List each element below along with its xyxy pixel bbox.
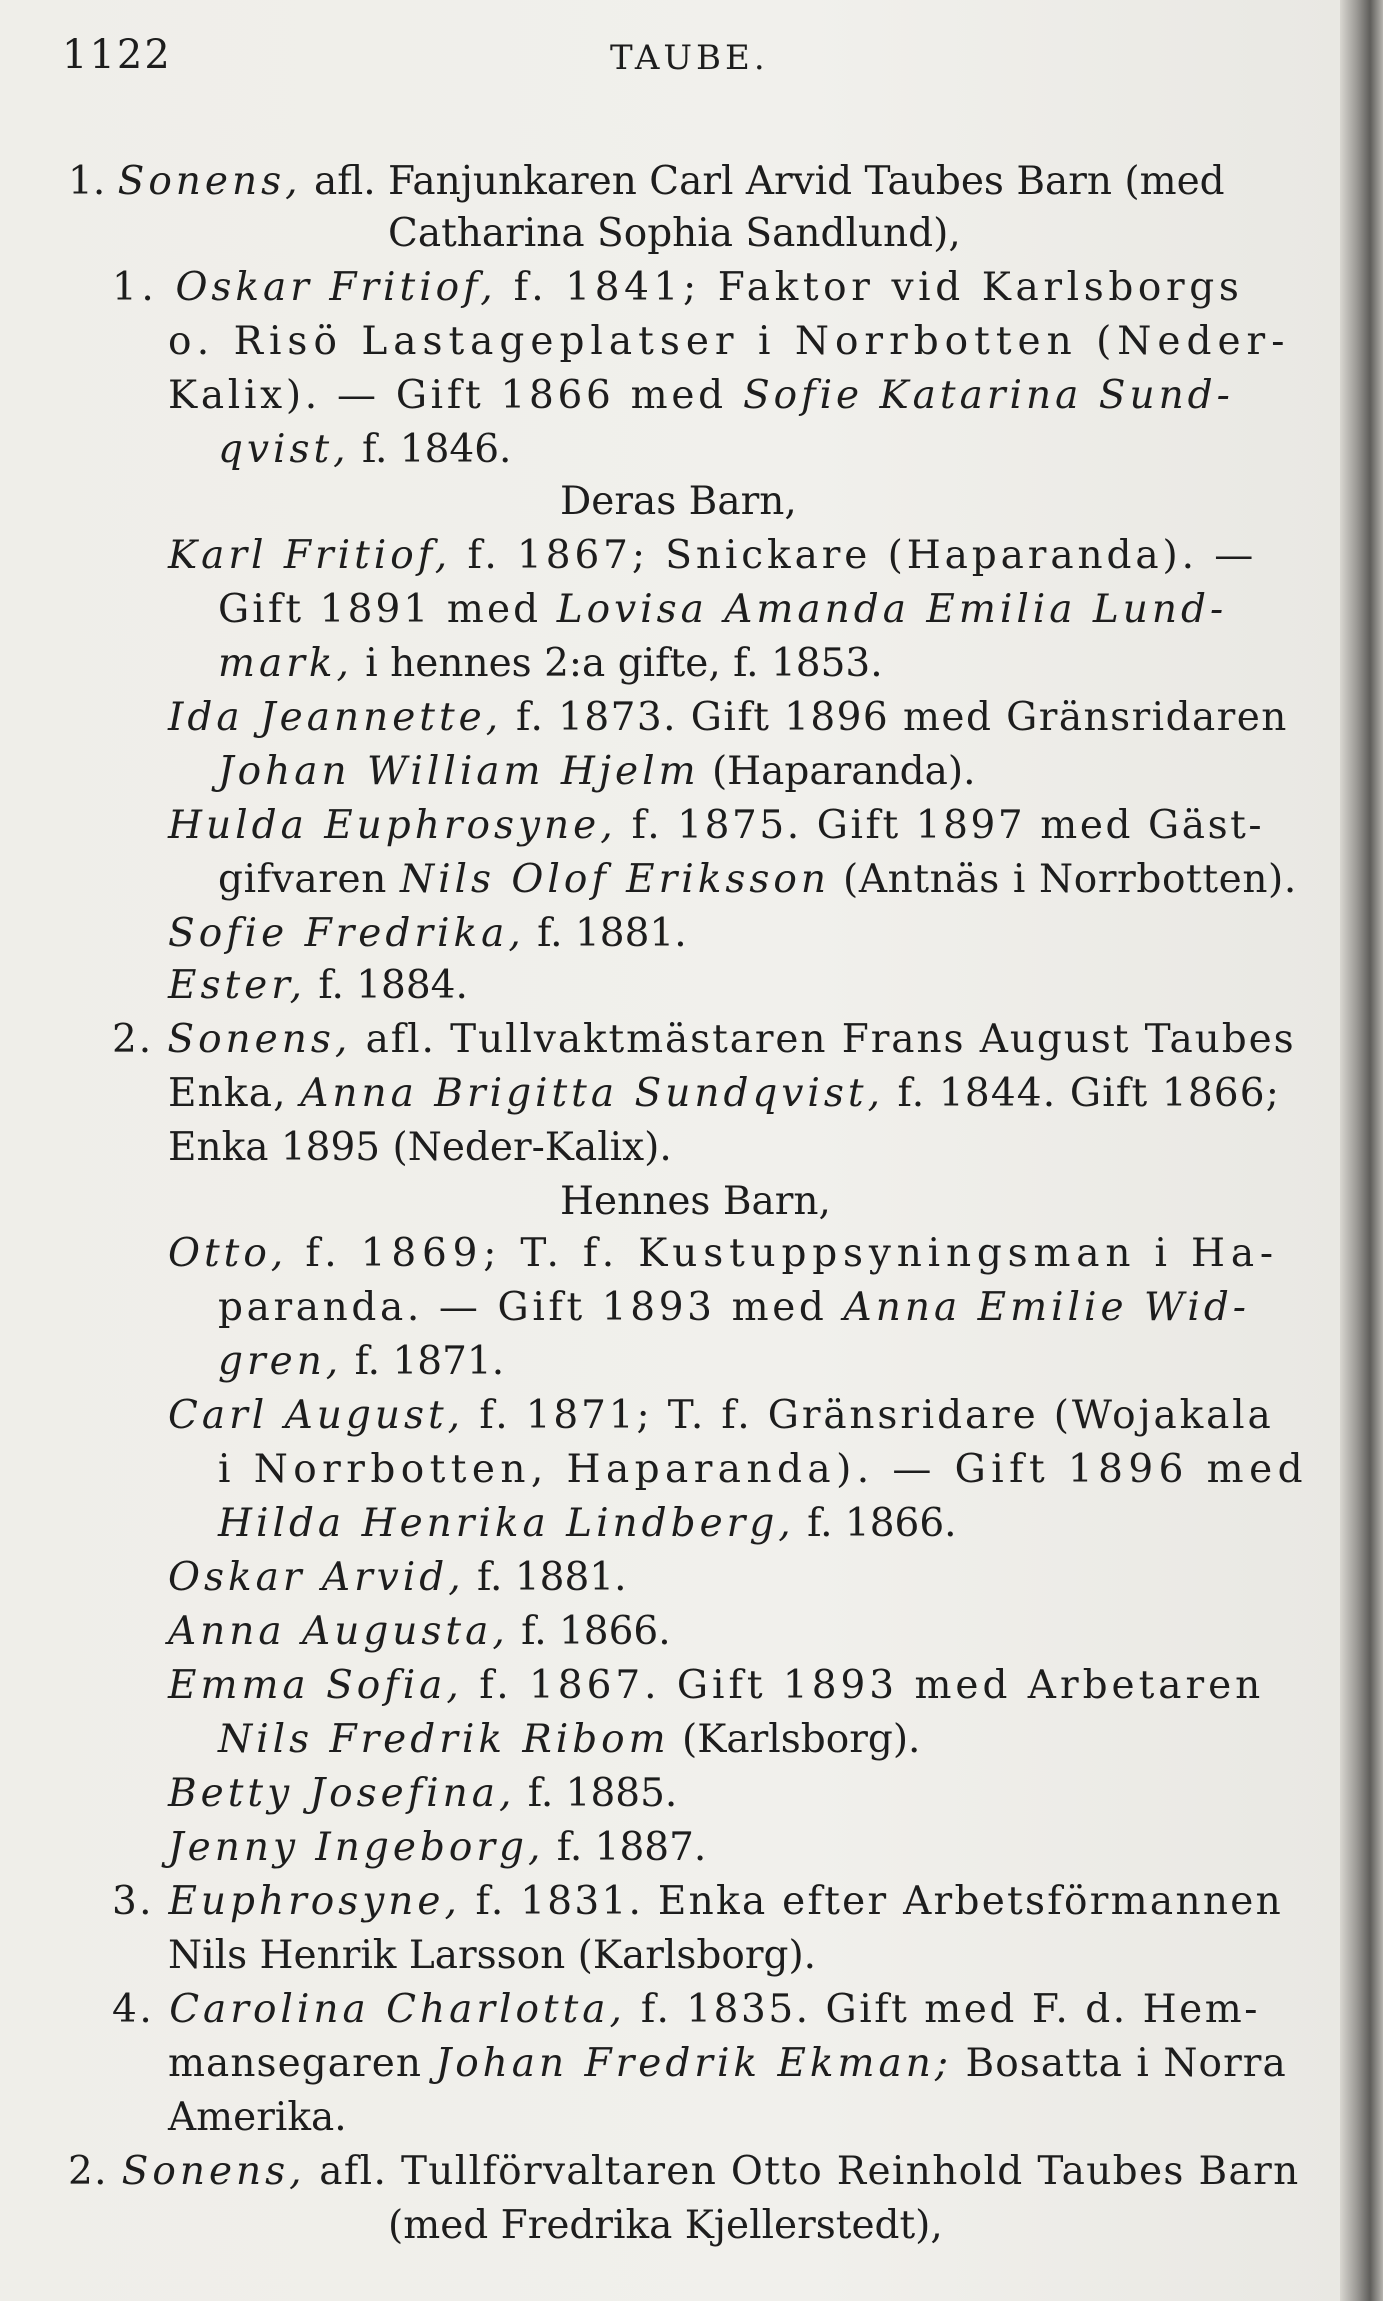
line-t: (Karlsborg).	[669, 1717, 921, 1762]
line-t: afl. Fanjunkaren Carl Arvid Taubes Barn (med	[301, 159, 1225, 204]
line-n: 1.	[112, 265, 176, 310]
line-it: Nils Fredrik Ribom	[218, 1717, 670, 1762]
line-t: Catharina Sophia Sandlund),	[388, 211, 961, 256]
line-t: i hennes 2:a gifte, f. 1853.	[352, 641, 883, 686]
line-t: f. 1881.	[464, 1555, 627, 1600]
line-t: f. 1831. Enka efter Arbetsförmannen	[460, 1879, 1283, 1924]
line-t: f. 1871.	[342, 1339, 505, 1384]
line-it: gren,	[218, 1339, 343, 1384]
text-line	[560, 1180, 831, 1224]
line-n: 2.	[112, 1017, 168, 1062]
line-t: Kalix). — Gift 1866 med	[168, 373, 743, 418]
text-line	[388, 212, 961, 256]
text-line	[168, 964, 468, 1008]
line-it: Oskar Fritiof,	[175, 265, 497, 310]
text-line	[112, 1880, 1283, 1924]
line-it: Euphrosyne,	[168, 1879, 461, 1924]
page-binding-edge	[1340, 0, 1383, 2301]
line-t: f. 1875. Gift 1897 med Gäst-	[616, 803, 1265, 848]
text-line	[168, 1772, 677, 1816]
line-t: f. 1887.	[544, 1825, 707, 1870]
line-t: f. 1871; T. f. Gränsridare (Wojakala	[464, 1393, 1274, 1438]
line-it: qvist,	[218, 427, 350, 472]
text-line	[218, 428, 511, 472]
line-t: f. 1835. Gift med F. d. Hem-	[625, 1987, 1260, 2032]
line-it2: Anna Brigitta Sundqvist,	[300, 1071, 884, 1116]
line-it: Oskar Arvid,	[168, 1555, 465, 1600]
line-t: mansegaren	[168, 2041, 436, 2086]
line-t: Enka 1895 (Neder-Kalix).	[168, 1125, 672, 1170]
line-it: Betty Josefina,	[168, 1771, 516, 1816]
line-t: Deras Barn,	[560, 479, 797, 524]
line-it2: Anna Emilie Wid-	[843, 1285, 1250, 1330]
text-line	[168, 2042, 1287, 2086]
line-it: Sofie Fredrika,	[168, 911, 525, 956]
line-n: 1.	[68, 159, 118, 204]
running-head: TAUBE.	[610, 38, 769, 78]
text-line	[168, 1394, 1274, 1438]
text-line	[168, 1072, 1280, 1116]
text-line	[168, 696, 1288, 740]
line-t: afl. Tullvaktmästaren Frans August Taubes	[351, 1017, 1296, 1062]
line-it: Sonens,	[121, 2149, 306, 2194]
line-t: Nils Henrik Larsson (Karlsborg).	[168, 1933, 817, 1978]
line-it: Ida Jeannette,	[168, 695, 503, 740]
line-it: mark,	[218, 641, 353, 686]
line-t: f. 1873. Gift 1896 med Gränsridaren	[502, 695, 1288, 740]
line-it: Hulda Euphrosyne,	[168, 803, 617, 848]
text-line	[218, 642, 883, 686]
line-it: Emma Sofia,	[168, 1663, 463, 1708]
line-t: Gift 1891 med	[218, 587, 557, 632]
text-line	[168, 534, 1257, 578]
line-t: f. 1846.	[349, 427, 512, 472]
text-line	[218, 1718, 920, 1762]
line-t: f. 1885.	[515, 1771, 678, 1816]
text-line	[68, 160, 1225, 204]
text-line	[168, 1232, 1279, 1276]
text-line	[168, 1934, 816, 1978]
line-it: Johan William Hjelm	[218, 749, 700, 794]
line-t: i Norrbotten, Haparanda). — Gift 1896 med	[218, 1447, 1308, 1492]
line-it: Hilda Henrika Lindberg,	[218, 1501, 795, 1546]
line-t: f. 1869; T. f. Kustuppsyningsman i Ha-	[287, 1231, 1279, 1276]
line-n: 2.	[68, 2149, 122, 2194]
text-line	[168, 2096, 347, 2140]
line-t2: (Antnäs i Norrbotten).	[830, 857, 1297, 902]
line-t: f. 1841; Faktor vid Karlsborgs	[496, 265, 1244, 310]
text-line	[218, 1340, 504, 1384]
line-it: Karl Fritiof,	[168, 533, 452, 578]
text-line	[112, 1018, 1296, 1062]
line-it: Carolina Charlotta,	[169, 1987, 626, 2032]
line-t: (Haparanda).	[699, 749, 976, 794]
line-t: Amerika.	[168, 2095, 347, 2140]
line-t: f. 1866.	[794, 1501, 957, 1546]
line-t: paranda. — Gift 1893 med	[218, 1285, 844, 1330]
text-line	[560, 480, 797, 524]
line-it: Otto,	[168, 1231, 288, 1276]
line-it2: Johan Fredrik Ekman;	[435, 2041, 953, 2086]
line-t: Enka,	[168, 1071, 301, 1116]
line-it2: Sofie Katarina Sund-	[742, 373, 1234, 418]
text-line	[218, 858, 1297, 902]
text-line	[388, 2204, 943, 2248]
text-line	[218, 588, 1227, 632]
text-line	[112, 1988, 1260, 2032]
line-t: gifvaren	[218, 857, 400, 902]
line-it: Sonens,	[167, 1017, 352, 1062]
line-it: Ester,	[168, 963, 306, 1008]
text-line	[168, 374, 1234, 418]
line-t: (med Fredrika Kjellerstedt),	[388, 2203, 943, 2248]
line-n: 4.	[112, 1987, 170, 2032]
line-it: Sonens,	[117, 159, 302, 204]
text-line	[168, 1556, 626, 1600]
page-number: 1122	[62, 32, 172, 78]
line-t: Hennes Barn,	[560, 1179, 831, 1224]
line-t: f. 1866.	[508, 1609, 671, 1654]
line-t: f. 1867; Snickare (Haparanda). —	[451, 533, 1258, 578]
text-line	[218, 1286, 1250, 1330]
line-it: Carl August,	[168, 1393, 465, 1438]
text-line	[218, 1448, 1308, 1492]
line-t2: Bosatta i Norra	[952, 2041, 1287, 2086]
line-it2: Lovisa Amanda Emilia Lund-	[556, 587, 1228, 632]
line-it2: Nils Olof Eriksson	[399, 857, 831, 902]
text-line	[168, 912, 687, 956]
line-t: f. 1867. Gift 1893 med Arbetaren	[462, 1663, 1265, 1708]
line-t: o. Risö Lastageplatser i Norrbotten (Neder-	[168, 319, 1291, 364]
text-line	[218, 750, 976, 794]
line-t: f. 1884.	[306, 963, 468, 1008]
text-line	[112, 266, 1243, 310]
line-t: afl. Tullförvaltaren Otto Reinhold Taubes Barn	[305, 2149, 1300, 2194]
text-line	[68, 2150, 1300, 2194]
text-line	[168, 320, 1290, 364]
text-line	[168, 1664, 1264, 1708]
line-t2: f. 1844. Gift 1866;	[883, 1071, 1281, 1116]
text-line	[168, 1126, 672, 1170]
line-t: f. 1881.	[524, 911, 687, 956]
text-line	[218, 1502, 957, 1546]
line-it: Jenny Ingeborg,	[168, 1825, 545, 1870]
text-line	[168, 1610, 671, 1654]
text-line	[168, 1826, 706, 1870]
text-line	[168, 804, 1264, 848]
line-n: 3.	[112, 1879, 169, 1924]
line-it: Anna Augusta,	[168, 1609, 509, 1654]
